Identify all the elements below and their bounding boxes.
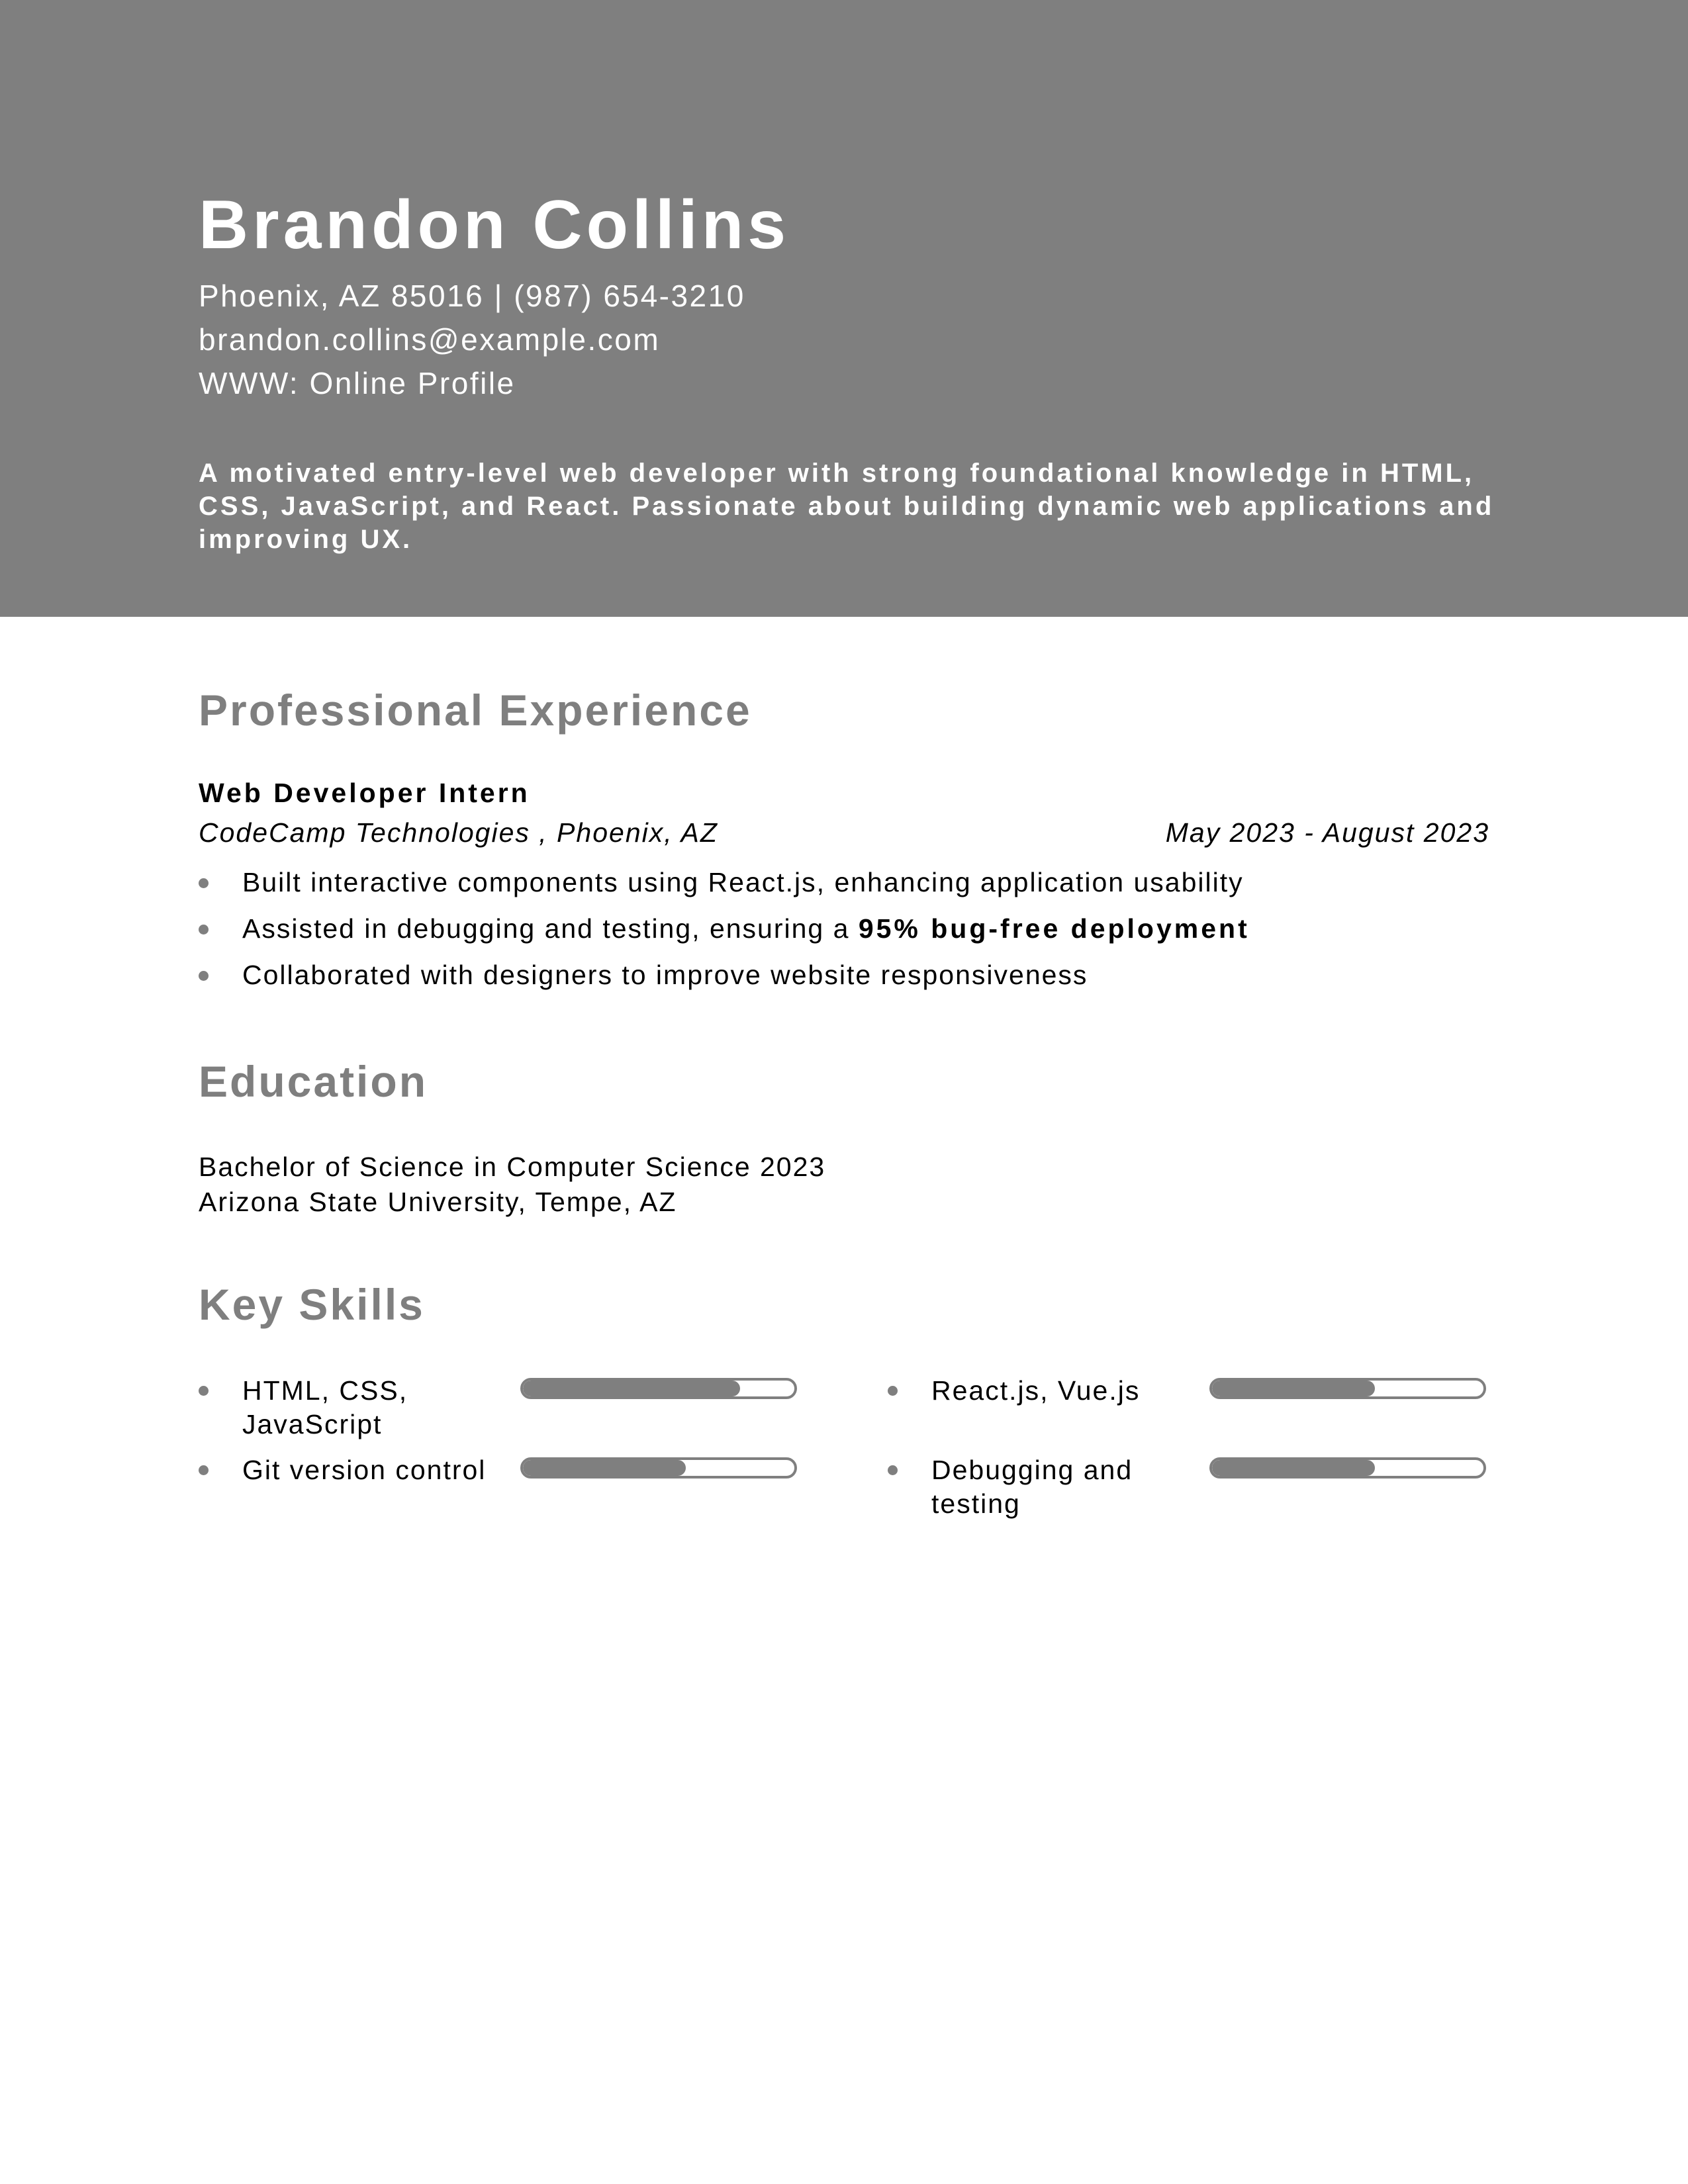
skill-level-bar	[1209, 1457, 1486, 1479]
job-title: Web Developer Intern	[199, 778, 530, 808]
candidate-name: Brandon Collins	[199, 187, 790, 263]
job-dates: May 2023 - August 2023	[1165, 817, 1489, 848]
address-phone: Phoenix, AZ 85016 | (987) 654-3210	[199, 279, 745, 313]
bullet-text: Built interactive components using React.js, enhancing application usability	[242, 867, 1244, 897]
bullet-dot	[199, 878, 209, 888]
summary: A motivated entry-level web developer with strong foundational knowledge in HTML, CSS, JavaScript, and React. Passionate about building dynamic web applications and improving UX.	[199, 459, 1495, 554]
experience-heading: Professional Experience	[199, 686, 752, 735]
skill-label: React.js, Vue.js	[931, 1375, 1141, 1406]
skill-label: HTML, CSS, JavaScript	[242, 1375, 408, 1439]
skills-heading: Key Skills	[199, 1280, 425, 1329]
skill-level-fill	[523, 1460, 686, 1476]
bullet-dot	[199, 1386, 209, 1396]
bullet-dot	[888, 1465, 898, 1475]
skill-level-bar	[520, 1457, 797, 1479]
skill-level-bar	[520, 1378, 797, 1399]
school: Arizona State University, Tempe, AZ	[199, 1187, 677, 1217]
bullet-text: Collaborated with designers to improve website responsiveness	[242, 960, 1088, 990]
skill-level-bar	[1209, 1378, 1486, 1399]
skill-level-fill	[1212, 1460, 1375, 1476]
bullet-dot	[888, 1386, 898, 1396]
skill-label: Debugging and testing	[931, 1455, 1133, 1519]
skill-level-fill	[1212, 1381, 1375, 1396]
email[interactable]: brandon.collins@example.com	[199, 322, 661, 357]
bullet-dot	[199, 1465, 209, 1475]
company: CodeCamp Technologies , Phoenix, AZ	[199, 817, 718, 848]
skill-label: Git version control	[242, 1455, 487, 1485]
bullet-dot	[199, 971, 209, 981]
degree: Bachelor of Science in Computer Science 2023	[199, 1152, 826, 1182]
bullet-text: Assisted in debugging and testing, ensuring a 95% bug-free deployment	[242, 913, 1250, 944]
skill-level-fill	[523, 1381, 740, 1396]
education-heading: Education	[199, 1057, 428, 1106]
bullet-dot	[199, 925, 209, 934]
header-banner	[0, 0, 1688, 617]
online-profile-link[interactable]: WWW: Online Profile	[199, 366, 516, 400]
